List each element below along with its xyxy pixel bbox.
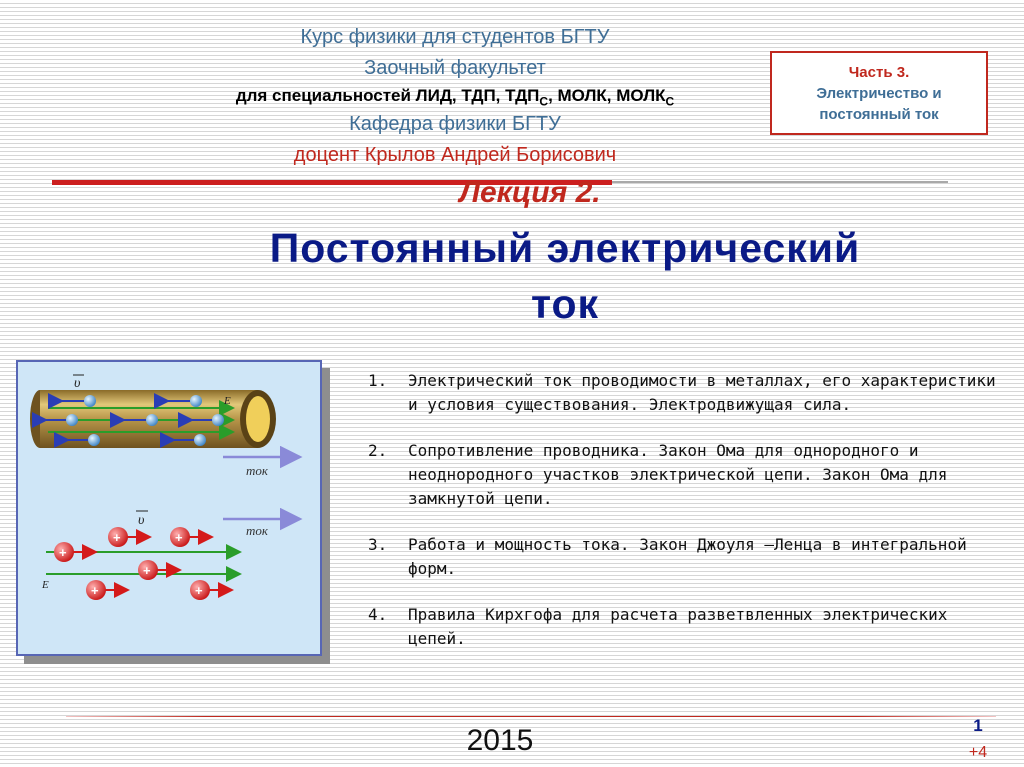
field-label-top: E [224,395,231,407]
topic-text: Работа и мощность тока. Закон Джоуля —Ленца в интегральной форм. [408,535,967,578]
specialties-subscript-1: С [539,94,549,109]
positive-ions [54,527,232,600]
faculty-name: Заочный факультет [364,57,546,79]
topic-text: Правила Кирхгофа для расчета разветвленных электрических цепей. [408,605,948,648]
part-box [770,51,988,135]
specialties-mid: , МОЛК, МОЛК [548,86,666,105]
svg-text:+: + [175,530,183,545]
current-label-top: ток [246,463,268,478]
course-title: Курс физики для студентов БГТУ [300,26,610,48]
svg-text:+: + [195,583,203,598]
topic-number: 2. [368,441,388,460]
lecturer-name: доцент Крылов Андрей Борисович [293,144,617,166]
topic-text: Сопротивление проводника. Закон Ома для однородного и неоднородного участков электрической цепи. Закон Ома для замкнутой цепи. [408,441,948,508]
topic-item [368,533,1008,581]
topic-number: 1. [368,371,388,390]
topic-item [368,369,1008,417]
lecture-topics [368,369,1008,673]
topic-number: 4. [368,605,388,624]
page-extra: +4 [968,744,988,761]
svg-text:+: + [91,583,99,598]
topic-number: 3. [368,535,388,554]
topic-text: Электрический ток проводимости в металлах, его характеристики и условия существования. Электродвижущая сила. [408,371,996,414]
lecture-title [150,220,980,332]
lecture-number: Лекция 2. [459,176,601,209]
specialties-subscript-2: С [665,94,675,109]
conductor-diagram [18,362,320,654]
specialties-line [150,86,760,108]
lecture-title-line-2: ток [530,281,600,327]
topic-item [368,603,1008,651]
field-label-bottom: E [42,579,49,591]
part-subtitle-2: постоянный ток [819,106,939,123]
current-illustration [16,360,322,656]
part-title: Часть 3. [848,64,910,81]
footer-divider [66,716,996,717]
svg-text:+: + [59,545,67,560]
current-label-bottom: ток [246,523,268,538]
velocity-label-top: υ [74,376,81,391]
page-number: 1 [973,716,983,735]
svg-text:+: + [113,530,121,545]
department-name: Кафедра физики БГТУ [349,113,561,135]
svg-text:+: + [143,563,151,578]
topic-item [368,439,1008,511]
part-subtitle-1: Электричество и [816,85,942,102]
year-label: 2015 [466,724,534,757]
velocity-label-bottom: υ [138,513,145,528]
lecture-title-line-1: Постоянный электрический [269,225,861,271]
specialties-prefix: для специальностей ЛИД, ТДП, ТДП [235,86,540,105]
